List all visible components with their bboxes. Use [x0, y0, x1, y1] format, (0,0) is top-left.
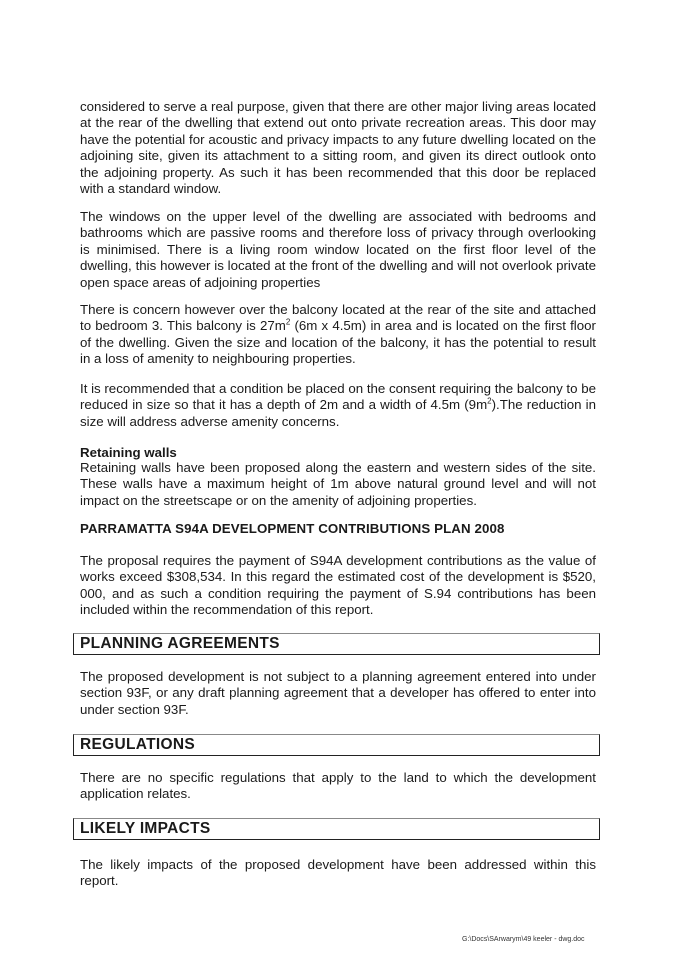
balcony-text-start: There is concern however over the balcony located at the rear of the site and attached to bedroom 3. This balcony is 27m: [80, 302, 596, 334]
superscript-squared: 2: [487, 396, 492, 406]
regulations-paragraph: There are no specific regulations that apply to the land to which the development application relates.: [80, 770, 596, 802]
likely-impacts-heading: LIKELY IMPACTS: [80, 820, 211, 837]
likely-impacts-paragraph: The likely impacts of the proposed development have been addressed within this report.: [80, 857, 596, 889]
paragraph-balcony-concern: [80, 302, 596, 368]
condition-text-end: ).The reduction in size will address adverse amenity concerns.: [80, 397, 596, 429]
balcony-text-end: (6m x 4.5m) in area and is located on the first floor of the dwelling. Given the size and location of the balcony, it has the potential to result in a loss of amenity to neighbouring properties.: [80, 318, 596, 367]
planning-agreements-heading: PLANNING AGREEMENTS: [80, 635, 280, 652]
paragraph-door-outlook: considered to serve a real purpose, given that there are other major living areas located at the rear of the dwelling that extend out onto private recreation areas. This door may have the potential for acoustic and privacy impacts to any future dwelling located on the adjoining site, given its attachment to a sitting room, and given its direct outlook onto the adjoining property. As such it has been recommended that this door be replaced with a standard window.: [80, 99, 596, 197]
regulations-heading: REGULATIONS: [80, 736, 195, 753]
paragraph-upper-windows: The windows on the upper level of the dwelling are associated with bedrooms and bathrooms which are passive rooms and therefore loss of privacy through overlooking is minimised. There is a living room window located on the first floor level of the dwelling, this however is located at the front of the dwelling and will not overlook private open space areas of adjoining properties: [80, 209, 596, 290]
contributions-paragraph: The proposal requires the payment of S94A development contributions as the value of works exceed $308,534. In this regard the estimated cost of the development is $520, 000, and as such a condition requiring the payment of S.94 contributions has been included within the recommendation of this report.: [80, 553, 596, 618]
paragraph-balcony-condition: [80, 381, 596, 430]
superscript-squared: 2: [285, 317, 291, 327]
planning-agreements-paragraph: The proposed development is not subject to a planning agreement entered into under section 93F, or any draft planning agreement that a developer has offered to enter into under section 93F.: [80, 669, 596, 717]
retaining-walls-paragraph: Retaining walls have been proposed along the eastern and western sides of the site. These walls have a maximum height of 1m above natural ground level and will not impact on the streetscape or on the amenity of adjoining properties.: [80, 460, 596, 508]
retaining-walls-heading: Retaining walls: [80, 445, 177, 460]
planning-agreements-section-header: [73, 633, 600, 655]
condition-text-start: It is recommended that a condition be placed on the consent requiring the balcony to be reduced in size so that it has a depth of 2m and a width of 4.5m (9m: [80, 381, 596, 413]
document-footer-path: G:\Docs\SArwarym\49 keeler - dwg.doc: [462, 936, 585, 943]
likely-impacts-section-header: [73, 818, 600, 840]
contributions-plan-heading: PARRAMATTA S94A DEVELOPMENT CONTRIBUTIONS PLAN 2008: [80, 521, 505, 536]
regulations-section-header: [73, 734, 600, 756]
